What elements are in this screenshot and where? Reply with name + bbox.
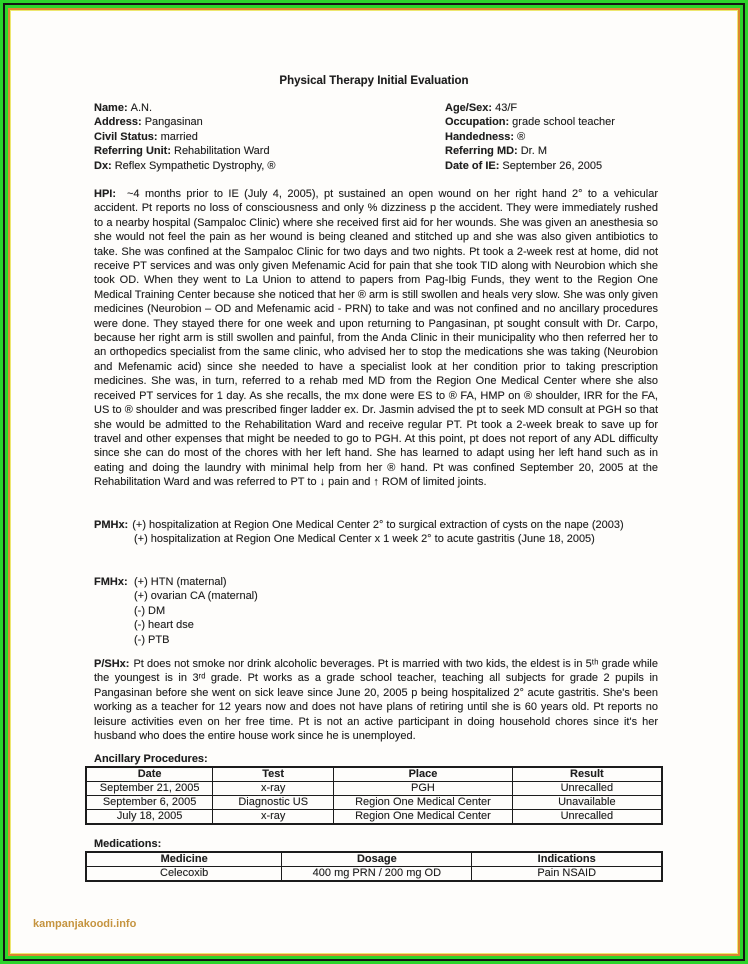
cell-place: PGH [334, 782, 513, 796]
col-header-dosage: Dosage [282, 852, 472, 867]
field-label: Civil Status: [94, 130, 158, 143]
table-row [86, 810, 662, 825]
field-label: Referring MD: [445, 145, 518, 158]
section-pshx [94, 657, 658, 743]
patient-info [94, 101, 658, 173]
field-value: A.N. [130, 102, 153, 114]
col-header-medicine: Medicine [86, 852, 282, 867]
section-hpi [94, 187, 658, 490]
fmhx-item: (-) heart dse [134, 619, 194, 632]
col-header-test: Test [213, 767, 334, 782]
field-label: Referring Unit: [94, 145, 171, 158]
cell-date: September 6, 2005 [86, 796, 213, 810]
col-header-result: Result [512, 767, 662, 782]
table-row [86, 796, 662, 810]
fmhx-item: (+) HTN (maternal) [134, 576, 227, 588]
field-value: Reflex Sympathetic Dystrophy, ® [114, 159, 276, 172]
patient-info-row [94, 144, 658, 158]
fmhx-item: (+) ovarian CA (maternal) [134, 590, 258, 603]
field-label: Dx: [94, 159, 112, 172]
field-handedness [445, 130, 658, 144]
col-header-indications: Indications [472, 852, 662, 867]
cell-result: Unrecalled [512, 782, 662, 796]
fmhx-item: (-) PTB [134, 633, 170, 646]
cell-date: July 18, 2005 [86, 810, 213, 825]
field-label: Age/Sex: [445, 102, 493, 114]
section-pmhx [94, 518, 658, 547]
cell-date: September 21, 2005 [86, 782, 213, 796]
decorative-border-orange [8, 8, 740, 956]
field-date-of-ie [445, 159, 658, 173]
field-value: Rehabilitation Ward [174, 145, 270, 158]
col-header-place: Place [334, 767, 513, 782]
cell-test: Diagnostic US [213, 796, 334, 810]
field-name [94, 101, 445, 115]
cell-medicine: Celecoxib [86, 867, 282, 882]
patient-info-row [94, 115, 658, 129]
cell-indications: Pain NSAID [472, 867, 662, 882]
hpi-text: ~4 months prior to IE (July 4, 2005), pt sustained an open wound on her right hand 2° to a vehicular accident. Pt reports no loss of consciousness and only % dizziness p the accident. They were immediately rushed to a nearby hospital (Sampaloc Clinic) where she received first aid for her wounds. She was given an anesthesia so she would not feel the pain as her wound is being cleaned and stitched up and she was also given antibiotics to take. She was confined at the Sampaloc Clinic for two days and two nights. Pt took a 2-week rest at home, did not receive PT services and was only given Mefenamic Acid for pain that she took TID along with Neurobion which she took OD. When they went to La Union to attend to papers from Pag-Ibig Funds, they went to the Region One Medical Training Center because she noticed that her ® arm is still swollen and heals very slow. She was only given medicines (Neurobion – OD and Mefenamic acid - PRN) to take and was not confined and no ancillary procedures were done. They stayed there for one week and upon returning to Pangasinan, pt sought consult with Dr. Carpo, because her right arm is still swollen and painful, from the Anda Clinic in their municipality who then referred her to an orthopedics specialist from the same clinic, who advised her to stop the medications she was taking (Neurobion and Mefenamic acid) since she needed to have a specialist look at her condition prior to taking prescription medicines. She was, in turn, referred to a rehab med MD from the Region One Medical Center where she also received PT services for 1 day. As she recalls, the mx done were ES to ® FA, HMP on ® shoulder, IRR for the FA, US to ® shoulder and was prescribed finger ladder ex. Dr. Jasmin advised the pt to seek MD consult at PGH so that she would be admitted to the Rehabilitation Ward and receive regular PT. Pt took a 2-week break to save up for travel and other expenses that might be needed to go to PGH. At this point, pt does not report of any ADL difficulty since she can do most of the chores with her left hand. She has learned to adapt using her left hand such as in eating and doing the laundry with minimal help from her ® hand. Pt was confined September 20, 2005 at the Rehabilitation Ward and was referred to PT to ↓ pain and ↑ ROM of limited joints. [94, 188, 658, 489]
cell-place: Region One Medical Center [334, 796, 513, 810]
document-page [11, 11, 737, 953]
fmhx-item: (-) DM [134, 604, 166, 617]
cell-test: x-ray [213, 810, 334, 825]
table-row [86, 782, 662, 796]
pmhx-entry-text: (+) hospitalization at Region One Medical Center 2° to surgical extraction of cysts on the nape (2003) [132, 519, 624, 531]
ancillary-table [85, 766, 663, 825]
table-header-row [86, 767, 662, 782]
field-civil-status [94, 130, 445, 144]
fmhx-label: FMHx: [94, 576, 128, 588]
cell-place: Region One Medical Center [334, 810, 513, 825]
field-referring-md [445, 144, 658, 158]
field-label: Address: [94, 116, 142, 129]
section-fmhx [94, 575, 658, 647]
field-label: Date of IE: [445, 159, 500, 172]
field-label: Name: [94, 102, 128, 114]
field-label: Occupation: [445, 116, 510, 129]
hpi-label: HPI: [94, 188, 116, 200]
field-value: September 26, 2005 [502, 159, 603, 172]
field-value: ® [517, 130, 526, 143]
pshx-label: P/SHx: [94, 658, 130, 670]
field-value: Dr. M [520, 145, 548, 158]
cell-result: Unrecalled [512, 810, 662, 825]
cell-result: Unavailable [512, 796, 662, 810]
field-age-sex [445, 101, 658, 115]
field-address [94, 115, 445, 129]
cell-test: x-ray [213, 782, 334, 796]
cell-dosage: 400 mg PRN / 200 mg OD [282, 867, 472, 882]
medications-heading: Medications: [94, 838, 162, 850]
field-value: grade school teacher [512, 116, 615, 129]
pmhx-entry [94, 518, 658, 532]
field-label: Handedness: [445, 130, 515, 143]
page-title: Physical Therapy Initial Evaluation [279, 75, 469, 87]
field-dx [94, 159, 445, 173]
pmhx-label: PMHx: [94, 519, 129, 531]
field-occupation [445, 115, 658, 129]
section-medications [85, 837, 663, 882]
field-value: married [160, 130, 198, 143]
section-ancillary-procedures [85, 752, 663, 825]
patient-info-row [94, 159, 658, 173]
pmhx-entry: (+) hospitalization at Region One Medical Center x 1 week 2° to acute gastritis (June 18, 2005) [134, 533, 595, 546]
decorative-border-black [3, 3, 745, 961]
patient-info-row [94, 130, 658, 144]
patient-info-row [94, 101, 658, 115]
table-header-row [86, 852, 662, 867]
field-value: Pangasinan [144, 116, 203, 129]
watermark-text: kampanjakoodi.info [33, 918, 137, 930]
field-referring-unit [94, 144, 445, 158]
ancillary-heading: Ancillary Procedures: [94, 753, 208, 765]
medications-table [85, 851, 663, 882]
pshx-text: Pt does not smoke nor drink alcoholic beverages. Pt is married with two kids, the eldest is in 5ᵗʰ grade while the youngest is in 3ʳᵈ grade. Pt works as a grade school teacher, teaching all subjects for grade 2 pupils in Pangasinan before she went on sick leave since June 20, 2005 p being hospitalized 2° acute gastritis. She's been working as a teacher for 12 years now and does not have plans of retiring until she is 60 years old. Pt reports no leisure activities even on her free time. Pt is not an active participant in doing household chores since it's her husband who does the entire house work since he is unemployed. [94, 658, 658, 743]
col-header-date: Date [86, 767, 213, 782]
field-value: 43/F [495, 102, 518, 114]
table-row [86, 867, 662, 882]
